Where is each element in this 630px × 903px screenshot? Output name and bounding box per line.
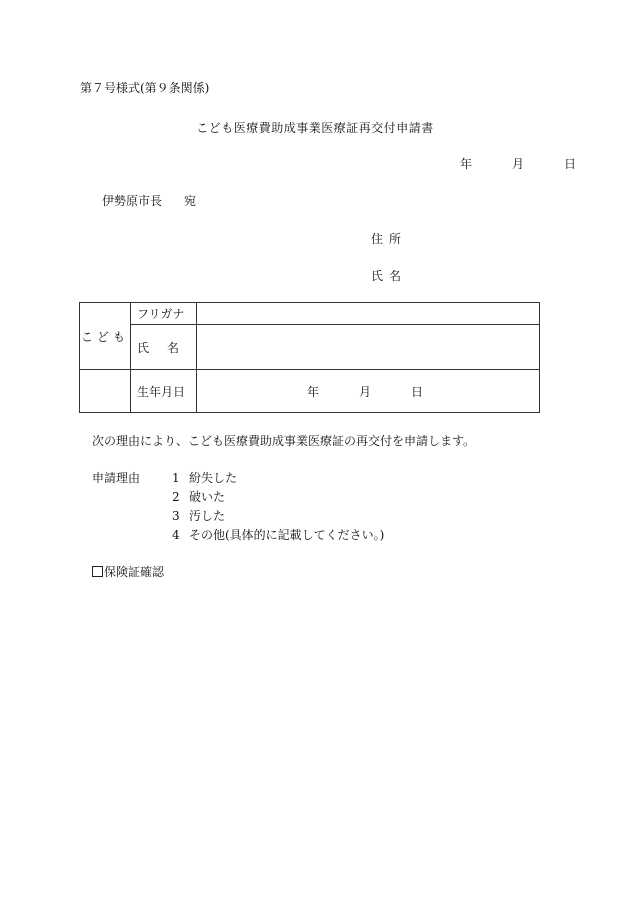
reason-number: 2 (172, 490, 180, 504)
application-date (440, 158, 576, 170)
child-name-label-b: 名 (166, 340, 179, 355)
dob-label: 生年月日 (131, 370, 197, 413)
applicant-address-label: 住所 (371, 232, 408, 246)
date-month-label: 月 (512, 157, 525, 171)
addressee-name: 伊勢原市長 (102, 194, 163, 208)
furigana-field[interactable] (197, 303, 540, 325)
reason-heading: 申請理由 (92, 471, 141, 485)
reason-number: 1 (172, 471, 180, 485)
child-name-label-a: 氏 (137, 340, 150, 355)
child-info-table (79, 302, 540, 413)
reason-item (172, 510, 225, 522)
addressee (102, 195, 196, 207)
insurance-card-check-label: 保険証確認 (104, 565, 165, 579)
dob-year-label: 年 (307, 384, 320, 399)
reason-number: 3 (172, 509, 180, 523)
furigana-label: フリガナ (131, 303, 197, 325)
reason-text: その他(具体的に記載してください。) (189, 528, 385, 542)
insurance-card-check[interactable] (92, 566, 164, 578)
addressee-honorific: 宛 (184, 194, 197, 208)
reason-number: 4 (172, 528, 180, 542)
child-group-blank (80, 370, 131, 413)
page-title: こども医療費助成事業医療証再交付申請書 (196, 121, 434, 135)
reason-text: 汚した (189, 509, 226, 523)
form-number: 第７号様式(第９条関係) (80, 81, 210, 95)
reason-item (172, 491, 225, 503)
checkbox-icon[interactable] (92, 566, 103, 577)
reason-item (172, 472, 237, 484)
applicant-name-label: 氏名 (371, 269, 408, 283)
reason-item (172, 529, 384, 541)
child-group-label: こども (80, 303, 131, 370)
reason-text: 破いた (189, 490, 226, 504)
date-year-label: 年 (460, 157, 473, 171)
child-name-label (131, 325, 197, 370)
dob-day-label: 日 (411, 384, 424, 399)
child-name-field[interactable] (197, 325, 540, 370)
date-day-label: 日 (564, 157, 577, 171)
dob-month-label: 月 (359, 384, 372, 399)
reason-text: 紛失した (189, 471, 238, 485)
dob-field[interactable] (197, 370, 540, 413)
application-statement: 次の理由により、こども医療費助成事業医療証の再交付を申請します。 (92, 434, 476, 448)
